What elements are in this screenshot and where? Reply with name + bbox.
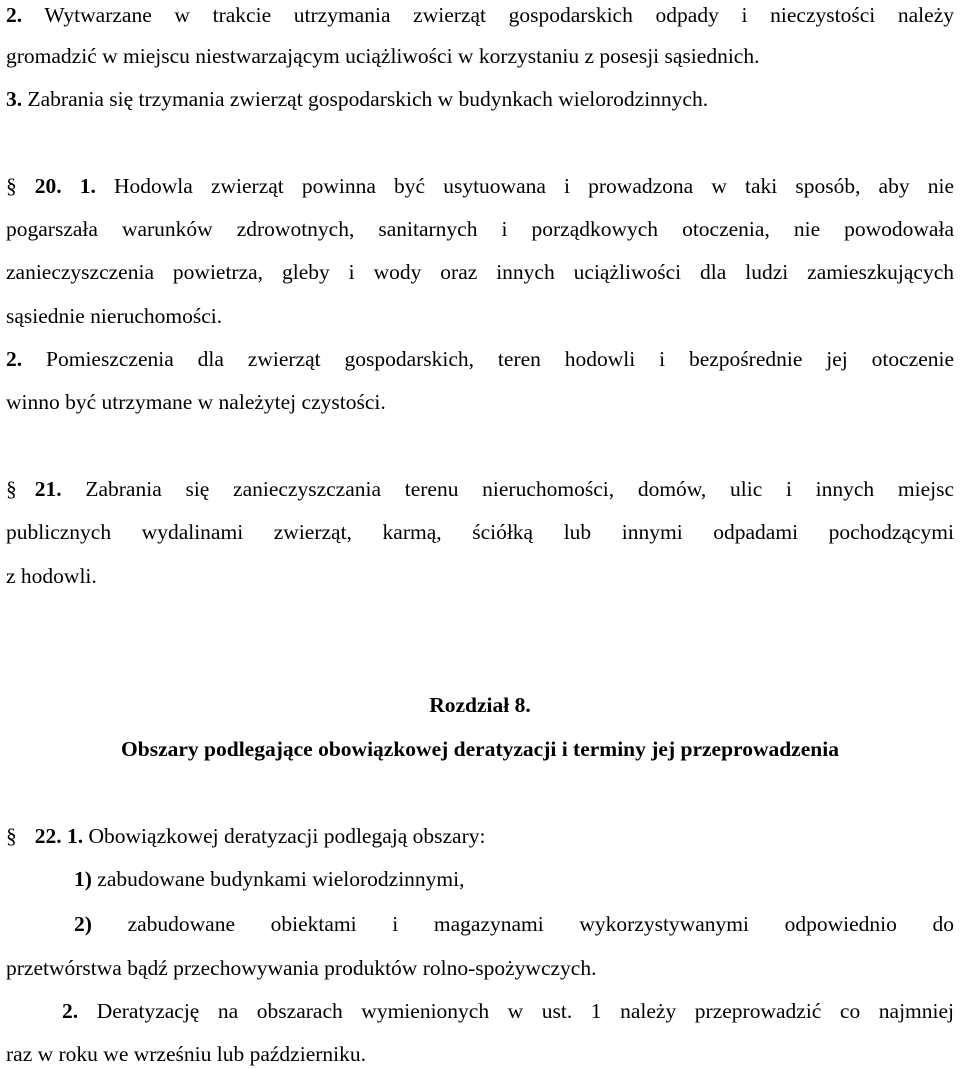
section-21-line-2: publicznych wydalinami zwierząt, karmą, ściółką lub innymi odpadami pochodzącymi bbox=[6, 520, 954, 544]
section-text: Deratyzację na obszarach wymienionych w ust. 1 należy przeprowadzić co najmniej bbox=[96, 999, 955, 1023]
section-22-ust-2-line-2: raz w roku we wrześniu lub październiku. bbox=[6, 1042, 366, 1066]
point-number: 1) bbox=[74, 867, 92, 891]
paragraph-text: Zabrania się trzymania zwierząt gospodarskich w budynkach wielorodzinnych. bbox=[27, 87, 709, 111]
paragraph-text: Wytwarzane w trakcie utrzymania zwierząt gospodarskich odpady i nieczystości należy bbox=[44, 3, 954, 27]
ust-number: 1. bbox=[79, 174, 96, 198]
section-20-line-4: sąsiednie nieruchomości. bbox=[6, 304, 223, 328]
section-sign: § bbox=[6, 824, 17, 848]
section-number: 20. bbox=[34, 174, 62, 198]
point-text: zabudowane obiektami i magazynami wykorzystywanymi odpowiednio do bbox=[127, 912, 954, 936]
section-22-ust-2-line-1 bbox=[6, 998, 954, 1024]
section-number: 21. bbox=[34, 477, 62, 501]
paragraph-number: 3. bbox=[6, 87, 23, 111]
section-20-line-3: zanieczyszczenia powietrza, gleby i wody oraz innych uciążliwości dla ludzi zamieszkujących bbox=[6, 260, 954, 284]
point-number: 2) bbox=[74, 912, 92, 936]
section-22-line-1 bbox=[6, 823, 954, 849]
section-20-line-2: pogarszała warunków zdrowotnych, sanitarnych i porządkowych otoczenia, nie powodowała bbox=[6, 217, 954, 241]
section-text: Zabrania się zanieczyszczania terenu nieruchomości, domów, ulic i innych miejsc bbox=[85, 477, 954, 501]
section-text: Obowiązkowej deratyzacji podlegają obszary: bbox=[88, 824, 486, 848]
section-22-point-2-line-2: przetwórstwa bądź przechowywania produktów rolno-spożywczych. bbox=[6, 956, 597, 980]
paragraph-number: 2. bbox=[6, 3, 23, 27]
chapter-title: Obszary podlegające obowiązkowej deratyzacji i terminy jej przeprowadzenia bbox=[121, 737, 839, 761]
section-22-point-1 bbox=[6, 866, 954, 892]
paragraph-2-line-1 bbox=[6, 2, 954, 28]
section-number: 22. bbox=[34, 824, 62, 848]
paragraph-2-line-2: gromadzić w miejscu niestwarzającym uciążliwości w korzystaniu z posesji sąsiednich. bbox=[6, 44, 760, 68]
section-sign: § bbox=[6, 174, 17, 198]
section-text: Pomieszczenia dla zwierząt gospodarskich, teren hodowli i bezpośrednie jej otoczenie bbox=[46, 347, 955, 371]
chapter-number: Rozdział 8. bbox=[429, 693, 531, 717]
section-20-ust-2-line-1 bbox=[6, 346, 954, 372]
section-21-line-1 bbox=[6, 476, 954, 502]
section-22-point-2-line-1 bbox=[6, 911, 954, 937]
paragraph-3 bbox=[6, 86, 954, 112]
section-sign: § bbox=[6, 477, 17, 501]
ust-number: 2. bbox=[62, 999, 79, 1023]
ust-number: 2. bbox=[6, 347, 23, 371]
section-20-ust-2-line-2: winno być utrzymane w należytej czystości. bbox=[6, 390, 386, 414]
section-20-line-1 bbox=[6, 173, 954, 199]
section-21-line-3: z hodowli. bbox=[6, 564, 97, 588]
section-text: Hodowla zwierząt powinna być usytuowana i prowadzona w taki sposób, aby nie bbox=[114, 174, 954, 198]
ust-number: 1. bbox=[67, 824, 84, 848]
point-text: zabudowane budynkami wielorodzinnymi, bbox=[97, 867, 465, 891]
